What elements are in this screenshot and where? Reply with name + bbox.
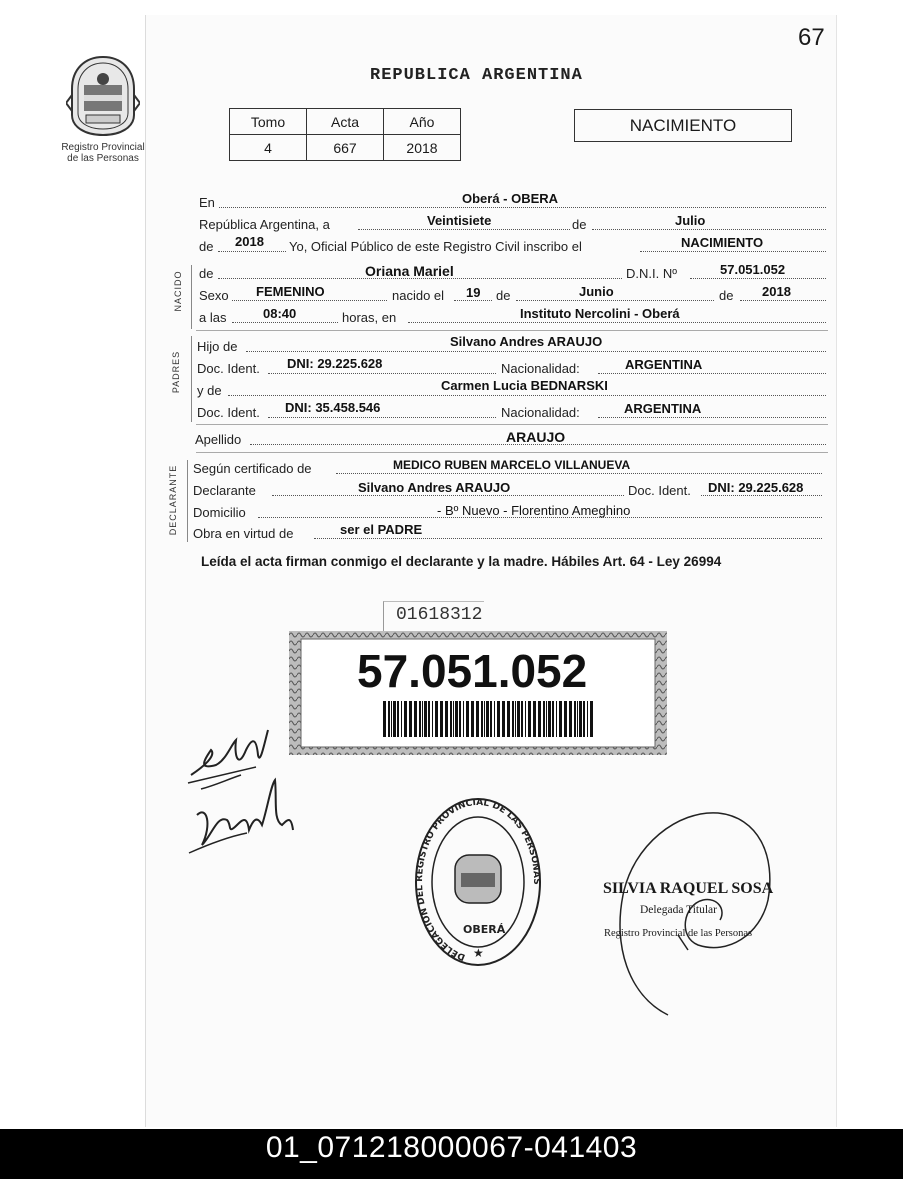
barcode-bar xyxy=(388,701,390,737)
official-seal xyxy=(413,795,543,970)
serial-number: 01618312 xyxy=(396,605,483,625)
barcode-bar xyxy=(476,701,479,737)
label-de: de xyxy=(199,266,214,281)
barcode-bar xyxy=(471,701,474,737)
closing-statement: Leída el acta firman conmigo el declarante y la madre. Hábiles Art. 64 - Ley 26994 xyxy=(201,554,722,569)
label-doc-ident: Doc. Ident. xyxy=(197,361,260,376)
svg-text:★: ★ xyxy=(473,946,484,960)
label-hijo-de: Hijo de xyxy=(197,339,238,354)
section-divider xyxy=(191,265,192,329)
barcode-bar xyxy=(525,701,526,737)
barcode-bar xyxy=(502,701,505,737)
value-dia-nac: 19 xyxy=(466,285,481,300)
section-separator xyxy=(196,330,828,331)
officer-org: Registro Provincial de las Personas xyxy=(604,928,753,939)
barcode-bar xyxy=(383,701,386,737)
label-nacido-el: nacido el xyxy=(392,288,445,303)
value-lugar: Oberá - OBERA xyxy=(462,191,559,206)
section-divider xyxy=(187,460,188,542)
label-domicilio: Domicilio xyxy=(193,505,246,520)
label-yo: Yo, Oficial Público de este Registro Civil inscribo el xyxy=(289,239,582,254)
dotted-line xyxy=(336,473,822,474)
label-de: de xyxy=(496,288,511,303)
barcode-bar xyxy=(481,701,483,737)
footer-code: 01_071218000067-041403 xyxy=(265,1131,638,1164)
logo-caption-line1: Registro Provincial xyxy=(61,142,145,153)
barcode-bar xyxy=(463,701,464,737)
label-de: de xyxy=(572,217,587,232)
value-mes-inscripcion: Julio xyxy=(675,213,706,228)
value-padre: Silvano Andres ARAUJO xyxy=(450,334,603,349)
dotted-line xyxy=(592,229,826,230)
barcode-bar xyxy=(521,701,523,737)
dotted-line xyxy=(272,495,624,496)
label-nacionalidad: Nacionalidad: xyxy=(501,361,580,376)
label-republica: República Argentina, a xyxy=(199,217,330,232)
side-label-nacido: NACIDO xyxy=(173,270,183,312)
value-anio-inscripcion: 2018 xyxy=(235,234,264,249)
document-title: REPUBLICA ARGENTINA xyxy=(370,66,583,85)
signature-2 xyxy=(187,775,297,865)
acta-value: 667 xyxy=(307,135,384,161)
label-apellido: Apellido xyxy=(195,432,242,447)
officer-name: SILVIA RAQUEL SOSA xyxy=(603,880,774,897)
barcode-bar xyxy=(577,701,578,737)
dotted-line xyxy=(358,229,570,230)
dotted-line xyxy=(408,322,826,323)
barcode-bar xyxy=(459,701,461,737)
barcode-bar xyxy=(422,701,423,737)
barcode-bar xyxy=(404,701,407,737)
barcode-bar xyxy=(564,701,567,737)
barcode-bar xyxy=(528,701,531,737)
barcode-bar xyxy=(419,701,421,737)
barcode-bar xyxy=(533,701,536,737)
barcode-number: 57.051.052 xyxy=(357,645,588,697)
dotted-line xyxy=(232,300,387,301)
value-domicilio: - Bº Nuevo - Florentino Ameghino xyxy=(437,503,631,518)
barcode-bar xyxy=(440,701,443,737)
barcode-bar xyxy=(401,701,402,737)
side-label-declarante: DECLARANTE xyxy=(168,464,178,536)
value-madre-dni: DNI: 35.458.546 xyxy=(285,400,381,415)
label-y-de: y de xyxy=(197,383,222,398)
value-dia-inscripcion: Veintisiete xyxy=(427,213,492,228)
value-certificado: MEDICO RUBEN MARCELO VILLANUEVA xyxy=(393,458,631,472)
anio-value: 2018 xyxy=(384,135,461,161)
dotted-line xyxy=(228,395,826,396)
page-number: 67 xyxy=(798,24,825,51)
svg-text:OBERÁ: OBERÁ xyxy=(463,923,506,936)
barcode-bar xyxy=(517,701,520,737)
barcode-bar xyxy=(512,701,514,737)
barcode-bar xyxy=(455,701,458,737)
barcode-bar xyxy=(548,701,551,737)
officer-role: Delegada Titular xyxy=(640,904,717,916)
barcode-bar xyxy=(569,701,572,737)
barcode-bar xyxy=(579,701,582,737)
value-sexo: FEMENINO xyxy=(256,284,325,299)
label-de: de xyxy=(199,239,214,254)
label-segun: Según certificado de xyxy=(193,461,312,476)
label-obra: Obra en virtud de xyxy=(193,526,294,541)
barcode-bar xyxy=(486,701,489,737)
dotted-line xyxy=(701,495,822,496)
label-declarante: Declarante xyxy=(193,483,256,498)
dotted-line xyxy=(740,300,826,301)
barcode-bar xyxy=(409,701,412,737)
label-sexo: Sexo xyxy=(199,288,229,303)
tomo-header: Tomo xyxy=(230,109,307,135)
barcode-bar xyxy=(590,701,593,737)
barcode-bar xyxy=(435,701,438,737)
label-doc-ident: Doc. Ident. xyxy=(197,405,260,420)
barcode-bar xyxy=(424,701,427,737)
value-padre-nac: ARGENTINA xyxy=(625,357,703,372)
barcode-bar xyxy=(494,701,495,737)
barcode-bar xyxy=(559,701,562,737)
value-apellido: ARAUJO xyxy=(506,429,566,445)
barcode-bar xyxy=(391,701,392,737)
value-madre-nac: ARGENTINA xyxy=(624,401,702,416)
label-dni: D.N.I. Nº xyxy=(626,266,677,281)
label-nacionalidad: Nacionalidad: xyxy=(501,405,580,420)
barcode-bar xyxy=(397,701,399,737)
section-separator xyxy=(196,452,828,453)
value-acto: NACIMIENTO xyxy=(681,235,764,250)
barcode-bar xyxy=(484,701,485,737)
value-declarante-dni: DNI: 29.225.628 xyxy=(708,480,804,495)
barcode-bar xyxy=(450,701,452,737)
barcode-bar xyxy=(507,701,510,737)
label-en: En xyxy=(199,195,215,210)
value-lugar-nac: Instituto Nercolini - Oberá xyxy=(520,306,680,321)
value-dni: 57.051.052 xyxy=(720,262,786,277)
dotted-line xyxy=(640,251,826,252)
dotted-line xyxy=(598,417,826,418)
barcode-bar xyxy=(490,701,492,737)
barcode-bar xyxy=(583,701,585,737)
dotted-line xyxy=(690,278,826,279)
barcode-bar xyxy=(428,701,430,737)
logo-caption xyxy=(48,142,158,164)
record-type-box: NACIMIENTO xyxy=(574,109,792,142)
value-madre: Carmen Lucia BEDNARSKI xyxy=(441,378,608,393)
value-declarante: Silvano Andres ARAUJO xyxy=(358,480,511,495)
dotted-line xyxy=(232,322,338,323)
barcode-bar xyxy=(552,701,554,737)
barcode-bar xyxy=(546,701,547,737)
dotted-line xyxy=(268,417,496,418)
side-label-padres: PADRES xyxy=(171,350,181,394)
value-mes-nac: Junio xyxy=(579,284,614,299)
barcode-bar xyxy=(414,701,417,737)
tomo-value: 4 xyxy=(230,135,307,161)
logo-caption-line2: de las Personas xyxy=(67,153,139,164)
label-doc-ident-declarante: Doc. Ident. xyxy=(628,483,691,498)
dotted-line xyxy=(454,300,492,301)
barcode-bar xyxy=(466,701,469,737)
barcode-bar xyxy=(515,701,516,737)
section-separator xyxy=(196,424,828,425)
dotted-line xyxy=(598,373,826,374)
record-table xyxy=(229,108,461,161)
value-padre-dni: DNI: 29.225.628 xyxy=(287,356,383,371)
value-anio-nac: 2018 xyxy=(762,284,791,299)
dotted-line xyxy=(219,207,826,208)
barcode-bar xyxy=(453,701,454,737)
svg-text:DELEGACION DEL REGISTRO PROVIN: DELEGACION DEL REGISTRO PROVINCIAL DE LAS PERSONAS xyxy=(414,797,542,962)
value-hora: 08:40 xyxy=(263,306,297,321)
acta-header: Acta xyxy=(307,109,384,135)
barcode-bar xyxy=(556,701,557,737)
barcode-bar xyxy=(587,701,588,737)
barcode-bar xyxy=(393,701,396,737)
section-divider xyxy=(191,336,192,422)
label-horas-en: horas, en xyxy=(342,310,397,325)
dotted-line xyxy=(314,538,822,539)
anio-header: Año xyxy=(384,109,461,135)
label-a-las: a las xyxy=(199,310,227,325)
barcode-bar xyxy=(574,701,576,737)
provincial-logo xyxy=(66,55,140,137)
dotted-line xyxy=(516,300,714,301)
value-obra: ser el PADRE xyxy=(340,522,423,537)
barcode-bar xyxy=(445,701,448,737)
barcode-bar xyxy=(497,701,500,737)
label-de: de xyxy=(719,288,734,303)
barcode-bar xyxy=(543,701,545,737)
barcode-bar xyxy=(538,701,541,737)
dotted-line xyxy=(218,251,286,252)
barcode-bar xyxy=(432,701,433,737)
value-nombre: Oriana Mariel xyxy=(365,263,454,279)
dotted-line xyxy=(246,351,826,352)
dotted-line xyxy=(268,373,496,374)
